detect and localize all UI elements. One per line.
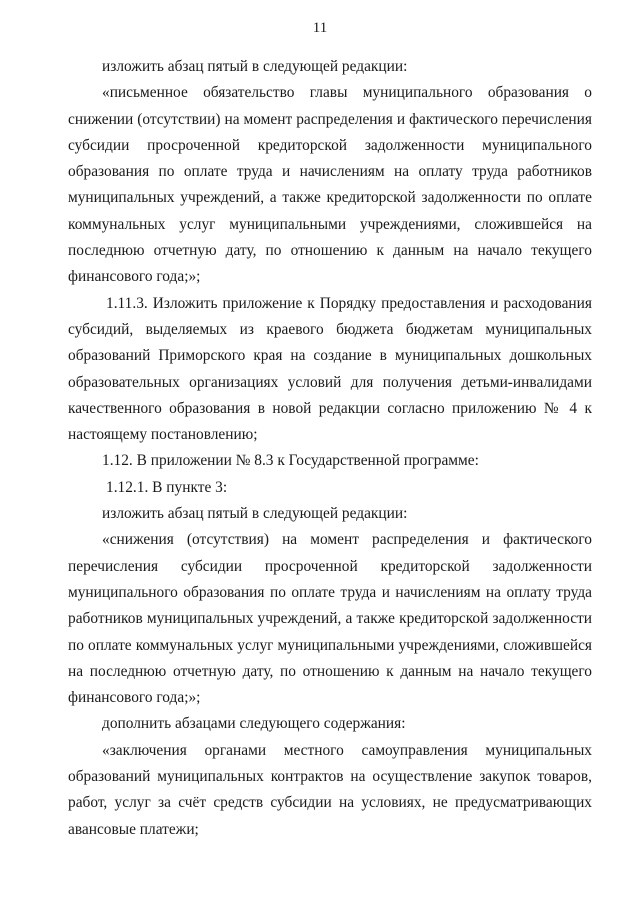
paragraph-4: 1.12. В приложении № 8.3 к Государственной программе: [102,452,479,470]
paragraph-9: «заключения органами местного самоуправления муниципальных образований муниципальных контрактов на осуществление закупок товаров, работ, услуг за счёт средств субсидии на условиях, не предусматривающих авансовые платежи; [68,741,592,838]
paragraph-7: «снижения (отсутствия) на момент распределения и фактического перечисления субсидии просроченной кредиторской задолженности муниципального образования по оплате труда и начислениям на оплату труда работников муниципальных учреждений, а также кредиторской задолженности по оплате коммунальных услуг муниципальными учреждениями, сложившейся на последнюю отчетную дату, по отношению к данным на начало текущего финансового года;»; [68,531,592,707]
paragraph-3: 1.11.3. Изложить приложение к Порядку предоставления и расходования субсидий, выделяемых из краевого бюджета бюджетам муниципальных образований Приморского края на создание в муниципальных дошкольных образовательных организациях условий для получения детьми-инвалидами качественного образования в новой редакции согласно приложению № 4 к настоящему постановлению; [68,294,592,444]
paragraph-8: дополнить абзацами следующего содержания: [102,715,406,733]
paragraph-2: «письменное обязательство главы муниципального образования о снижении (отсутствии) на момент распределения и фактического перечисления субсидии просроченной кредиторской задолженности муниципального образования по оплате труда и начислениям на оплату труда работников муниципальных учреждений, а также кредиторской задолженности по оплате коммунальных услуг муниципальными учреждениями, сложившейся на последнюю отчетную дату, по отношению к данным на начало текущего финансового года;»; [68,84,592,286]
paragraph-5: 1.12.1. В пункте 3: [106,478,228,496]
paragraph-1: изложить абзац пятый в следующей редакции: [102,58,408,75]
paragraph-6: изложить абзац пятый в следующей редакции: [102,505,408,523]
document-body [68,54,592,843]
page-number: 11 [312,20,328,36]
